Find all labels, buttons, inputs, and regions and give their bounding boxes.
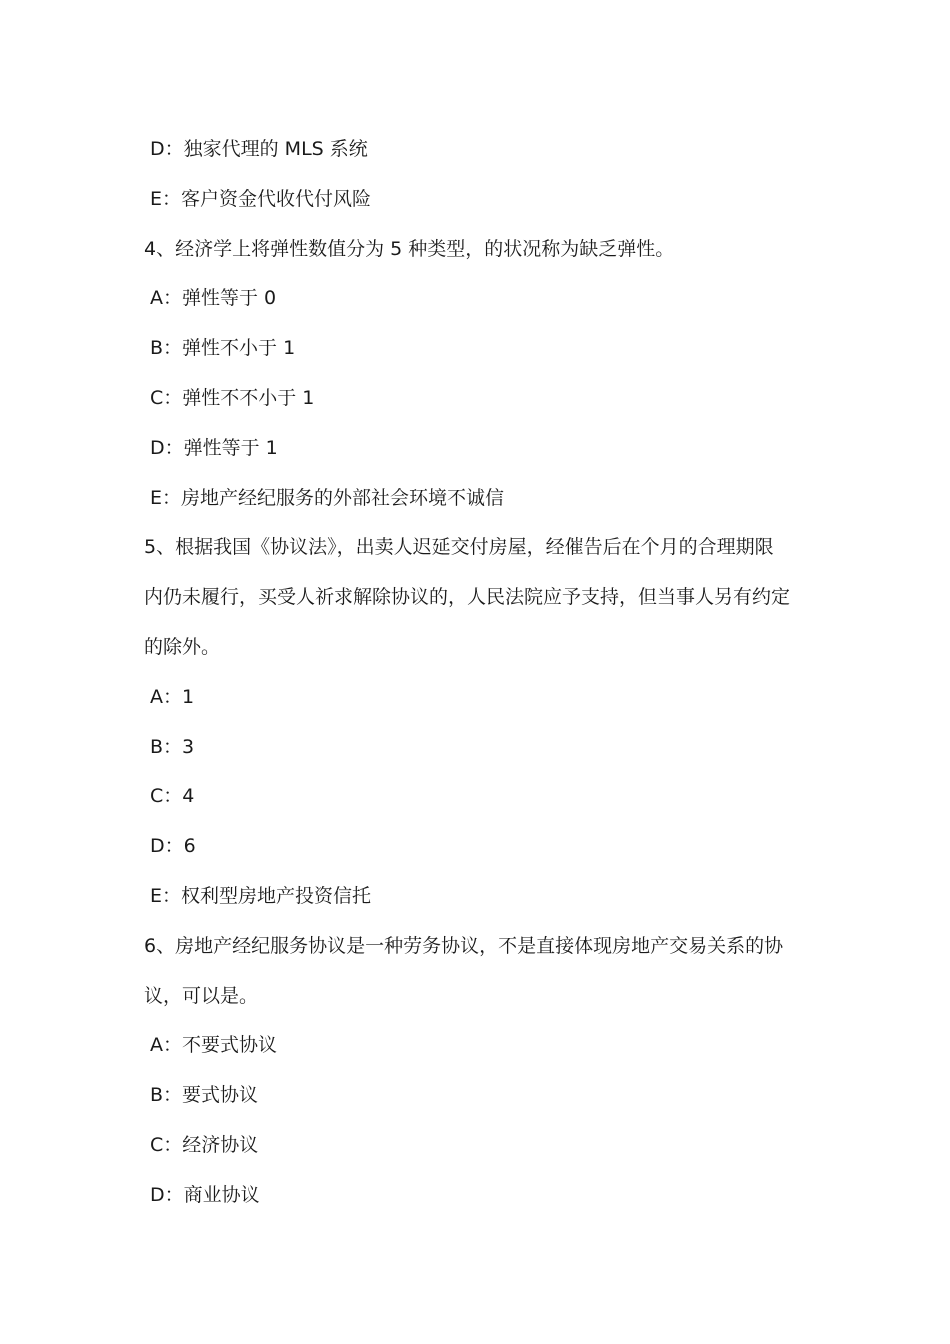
question-text: 的除外。 xyxy=(144,635,221,658)
question-text: 4、经济学上将弹性数值分为 5 种类型，的状况称为缺乏弹性。 xyxy=(144,237,675,260)
answer-option: E：房地产经纪服务的外部社会环境不诚信 xyxy=(150,486,505,509)
question-text: 议，可以是。 xyxy=(144,984,259,1007)
question-text: 5、根据我国《协议法》，出卖人迟延交付房屋，经催告后在个月的合理期限 xyxy=(144,536,774,559)
question-text: 6、房地产经纪服务协议是一种劳务协议，不是直接体现房地产交易关系的协 xyxy=(144,934,784,957)
answer-option: D：商业协议 xyxy=(150,1183,260,1206)
exam-content xyxy=(144,125,816,1221)
answer-option: B：要式协议 xyxy=(150,1084,259,1107)
answer-option: D：弹性等于 1 xyxy=(150,436,278,459)
answer-option: C：经济协议 xyxy=(150,1133,259,1156)
answer-option: D：独家代理的 MLS 系统 xyxy=(150,138,368,160)
answer-option: A：1 xyxy=(150,685,195,708)
answer-option: B：3 xyxy=(150,735,195,758)
answer-option: A：弹性等于 0 xyxy=(150,287,277,310)
answer-option: E：权利型房地产投资信托 xyxy=(150,884,372,907)
answer-option: C：4 xyxy=(150,785,195,808)
answer-option: D：6 xyxy=(150,835,196,858)
answer-option: B：弹性不小于 1 xyxy=(150,337,296,360)
answer-option: A：不要式协议 xyxy=(150,1034,277,1057)
answer-option: C：弹性不不小于 1 xyxy=(150,386,315,409)
question-text: 内仍未履行，买受人祈求解除协议的，人民法院应予支持，但当事人另有约定 xyxy=(144,586,791,609)
answer-option: E：客户资金代收代付风险 xyxy=(150,187,372,210)
